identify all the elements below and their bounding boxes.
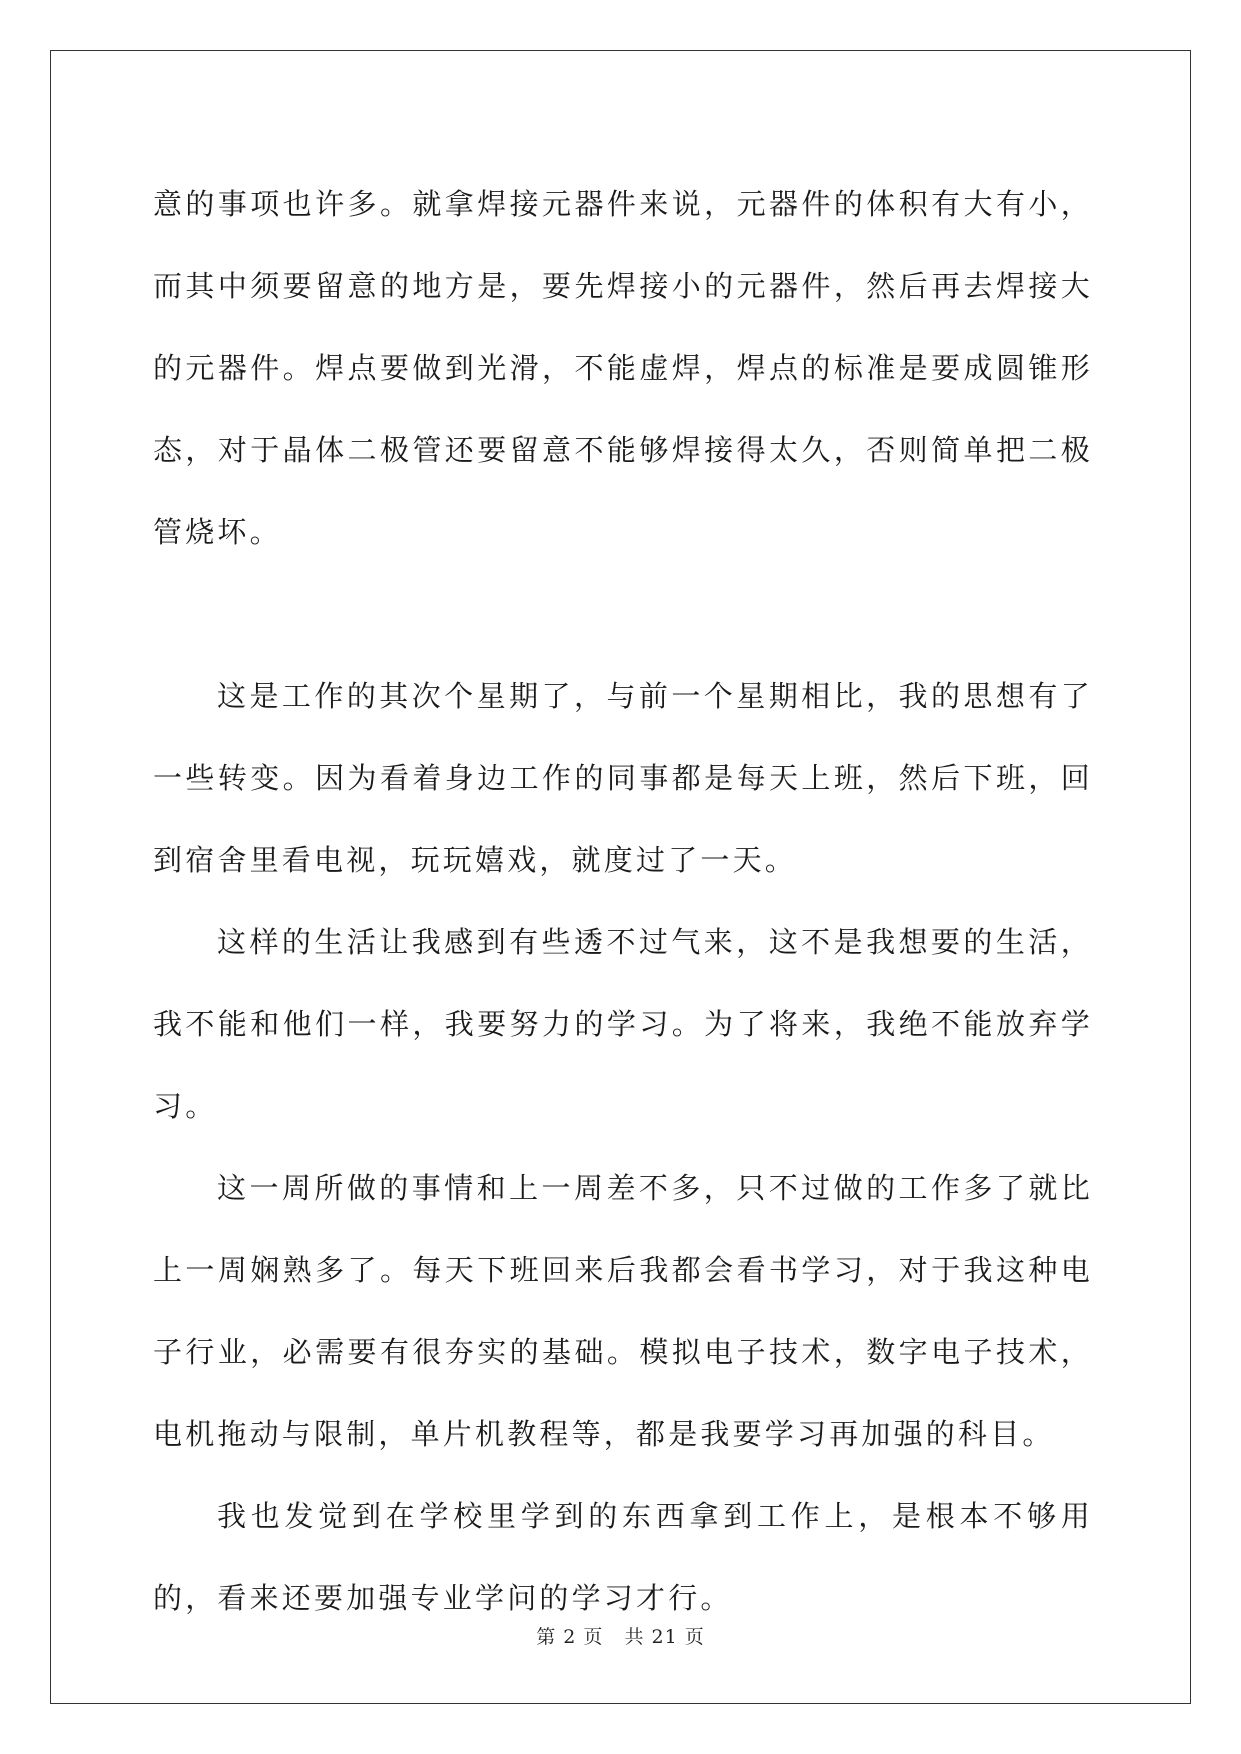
document-body [153, 163, 1093, 1639]
page-footer [0, 1622, 1241, 1649]
page-total: 共 21 页 [624, 1626, 705, 1648]
paragraph-gap [153, 573, 1093, 655]
paragraph-5: 我也发觉到在学校里学到的东西拿到工作上，是根本不够用的，看来还要加强专业学问的学习才行。 [153, 1499, 1093, 1615]
paragraph-3: 这样的生活让我感到有些透不过气来，这不是我想要的生活，我不能和他们一样，我要努力的学习。为了将来，我绝不能放弃学习。 [153, 925, 1093, 1123]
paragraph-2: 这是工作的其次个星期了，与前一个星期相比，我的思想有了一些转变。因为看着身边工作的同事都是每天上班，然后下班，回到宿舍里看电视，玩玩嬉戏，就度过了一天。 [153, 679, 1093, 877]
page-number: 第 2 页 [536, 1626, 604, 1648]
paragraph-4: 这一周所做的事情和上一周差不多，只不过做的工作多了就比上一周娴熟多了。每天下班回来后我都会看书学习，对于我这种电子行业，必需要有很夯实的基础。模拟电子技术，数字电子技术，电机拖动与限制，单片机教程等，都是我要学习再加强的科目。 [153, 1171, 1093, 1451]
paragraph-1: 意的事项也许多。就拿焊接元器件来说，元器件的体积有大有小，而其中须要留意的地方是，要先焊接小的元器件，然后再去焊接大的元器件。焊点要做到光滑，不能虚焊，焊点的标准是要成圆锥形态，对于晶体二极管还要留意不能够焊接得太久，否则简单把二极管烧坏。 [153, 187, 1093, 549]
